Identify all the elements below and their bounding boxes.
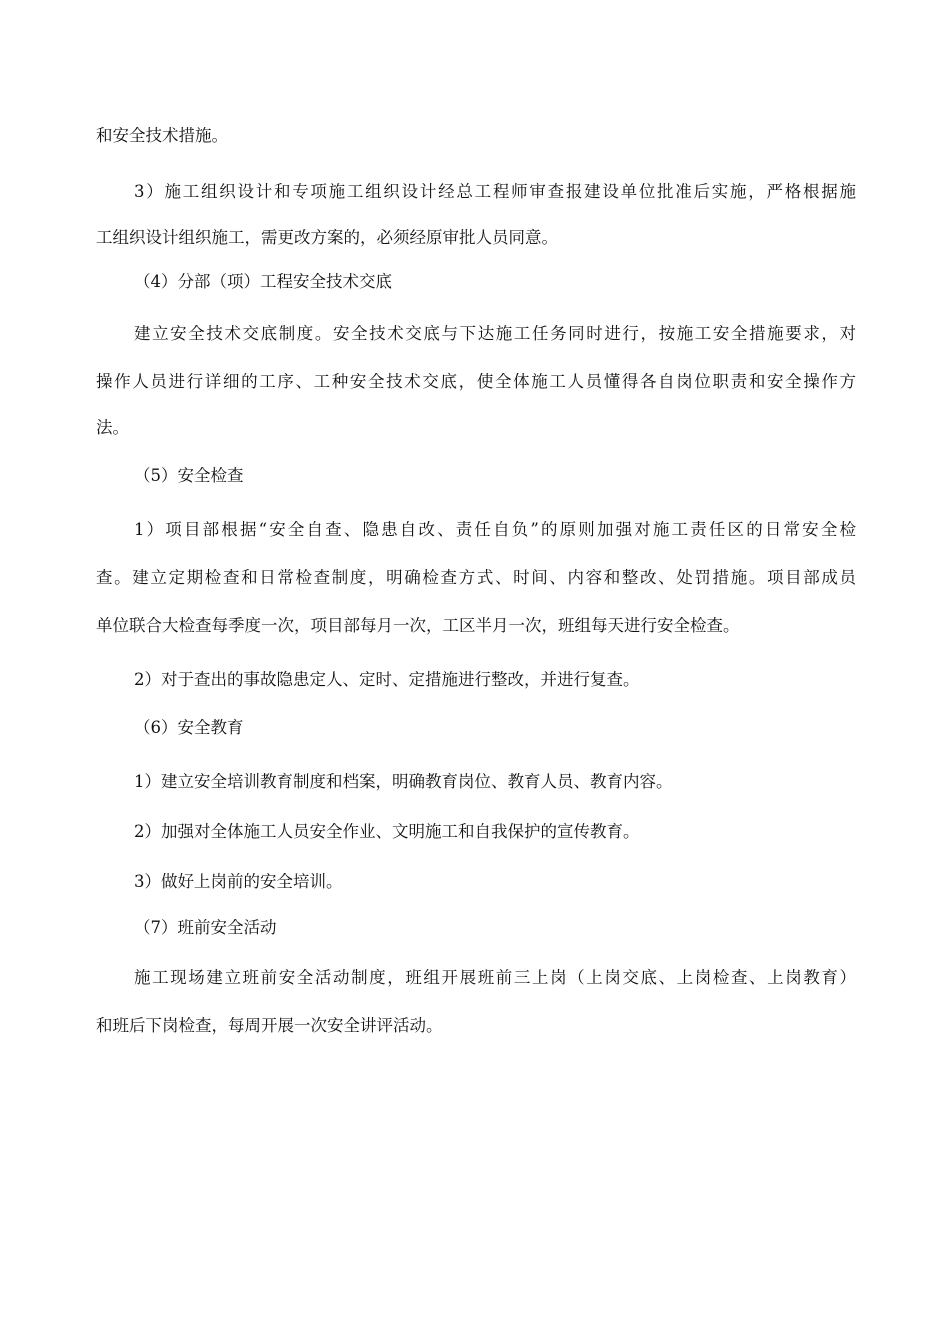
paragraph-line: 和班后下岗检查，每周开展一次安全讲评活动。 bbox=[96, 1016, 443, 1035]
paragraph-line: 施工现场建立班前安全活动制度，班组开展班前三上岗（上岗交底、上岗检查、上岗教育） bbox=[134, 968, 856, 987]
paragraph-line: 2）加强对全体施工人员安全作业、文明施工和自我保护的宣传教育。 bbox=[134, 822, 640, 841]
paragraph-line: 和安全技术措施。 bbox=[96, 126, 228, 145]
paragraph-line: 1）项目部根据“安全自查、隐患自改、责任自负”的原则加强对施工责任区的日常安全检 bbox=[134, 520, 856, 539]
section-heading: （4）分部（项）工程安全技术交底 bbox=[134, 272, 392, 291]
paragraph-line: 操作人员进行详细的工序、工种安全技术交底，使全体施工人员懂得各自岗位职责和安全操作方 bbox=[96, 372, 856, 391]
section-heading: （7）班前安全活动 bbox=[134, 918, 277, 937]
paragraph-line: 工组织设计组织施工，需更改方案的，必须经原审批人员同意。 bbox=[96, 228, 558, 247]
section-heading: （6）安全教育 bbox=[134, 718, 244, 737]
paragraph-line: 查。建立定期检查和日常检查制度，明确检查方式、时间、内容和整改、处罚措施。项目部成员 bbox=[96, 568, 856, 587]
paragraph-line: 1）建立安全培训教育制度和档案，明确教育岗位、教育人员、教育内容。 bbox=[134, 772, 673, 791]
paragraph-line: 单位联合大检查每季度一次，项目部每月一次，工区半月一次，班组每天进行安全检查。 bbox=[96, 616, 740, 635]
paragraph-line: 3）施工组织设计和专项施工组织设计经总工程师审查报建设单位批准后实施，严格根据施 bbox=[134, 182, 856, 201]
paragraph-line: 2）对于查出的事故隐患定人、定时、定措施进行整改，并进行复查。 bbox=[134, 670, 640, 689]
paragraph-line: 3）做好上岗前的安全培训。 bbox=[134, 872, 343, 891]
paragraph-line: 建立安全技术交底制度。安全技术交底与下达施工任务同时进行，按施工安全措施要求，对 bbox=[134, 324, 856, 343]
section-heading: （5）安全检查 bbox=[134, 466, 244, 485]
paragraph-line: 法。 bbox=[96, 418, 129, 437]
